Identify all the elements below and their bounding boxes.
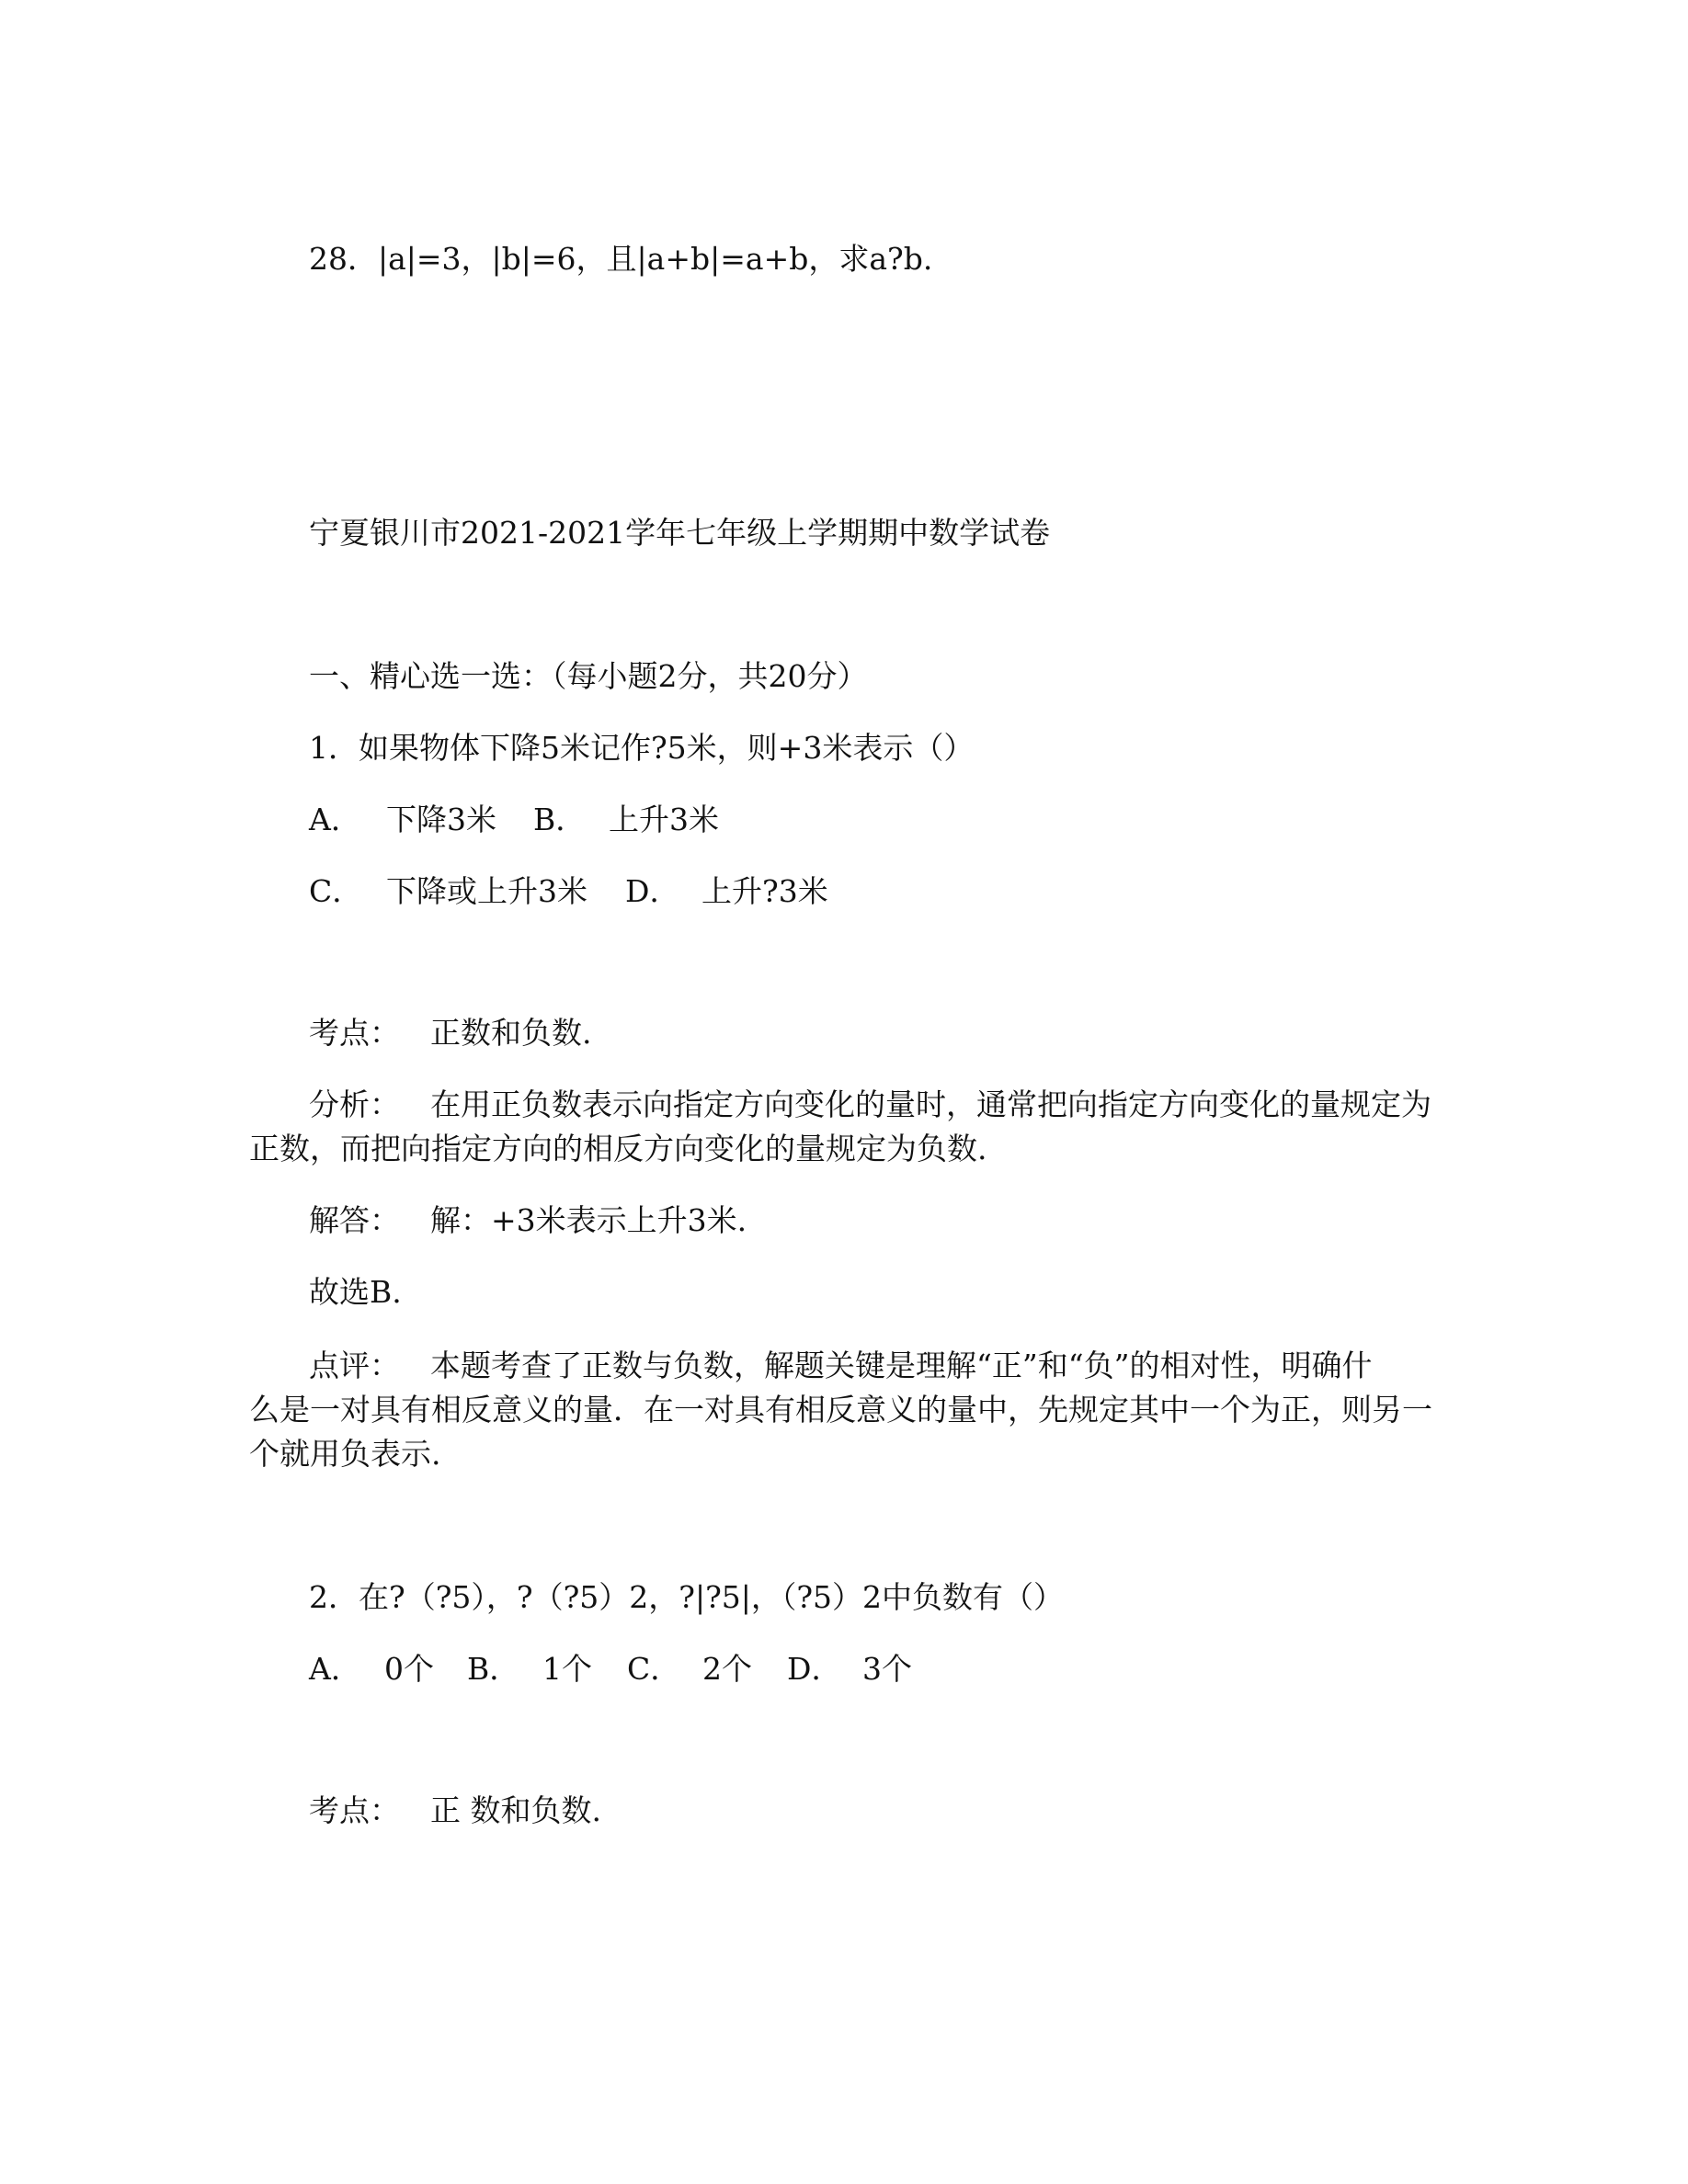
kaodian-text: 正数和负数.: [430, 1015, 592, 1051]
q1-dianping: [309, 1344, 1372, 1388]
option-c-label: C．: [309, 873, 363, 909]
q1-answer: 故选B.: [309, 1274, 402, 1310]
option-a-text: 0个: [384, 1651, 434, 1687]
q1-fenxi: [309, 1083, 1431, 1127]
section-heading: 一、精心选一选：（每小题2分，共20分）: [309, 658, 868, 694]
fenxi-label: 分析：: [309, 1086, 400, 1122]
fenxi-text: 在用正负数表示向指定方向变化的量时，通常把向指定方向变化的量规定为: [430, 1086, 1431, 1122]
option-b-text: 上升3米: [609, 802, 719, 837]
question-1-options-cd: [309, 870, 828, 914]
q2-kaodian: [309, 1789, 601, 1833]
option-d-label: D．: [625, 873, 680, 909]
kaodian-text: 正 数和负数.: [430, 1792, 601, 1828]
question-28: 28．|a|=3，|b|=6，且|a+b|=a+b，求a?b.: [309, 241, 933, 277]
dianping-text: 本题考查了正数与负数，解题关键是理解“正”和“负”的相对性，明确什: [430, 1348, 1373, 1383]
q1-fenxi-continued: 正数，而把向指定方向的相反方向变化的量规定为负数.: [249, 1131, 987, 1166]
jieda-label: 解答：: [309, 1202, 400, 1238]
kaodian-label: 考点：: [309, 1792, 400, 1828]
kaodian-label: 考点：: [309, 1015, 400, 1051]
option-a-text: 下降3米: [386, 802, 496, 837]
option-c-label: C．: [627, 1651, 681, 1687]
option-a-label: A．: [309, 1651, 361, 1687]
option-d-text: 上升?3米: [701, 873, 828, 909]
option-b-label: B．: [467, 1651, 520, 1687]
option-b-label: B．: [533, 802, 587, 837]
exam-title: 宁夏银川市2021-2021学年七年级上学期期中数学试卷: [309, 515, 1051, 551]
option-b-text: 1个: [542, 1651, 592, 1687]
option-d-label: D．: [787, 1651, 842, 1687]
q1-kaodian: [309, 1011, 592, 1055]
option-a-label: A．: [309, 802, 361, 837]
q1-jieda: [309, 1199, 747, 1243]
question-2-stem: 2．在?（?5），?（?5）2，?|?5|，（?5）2中负数有（）: [309, 1579, 1065, 1615]
question-2-options: [309, 1647, 912, 1691]
question-1-stem: 1．如果物体下降5米记作?5米，则+3米表示（）: [309, 730, 975, 766]
option-c-text: 下降或上升3米: [386, 873, 587, 909]
option-d-text: 3个: [862, 1651, 912, 1687]
dianping-label: 点评：: [309, 1348, 400, 1383]
jieda-text: 解：+3米表示上升3米.: [430, 1202, 747, 1238]
q1-dianping-continued-2: 个就用负表示.: [249, 1436, 441, 1472]
q1-dianping-continued-1: 么是一对具有相反意义的量．在一对具有相反意义的量中，先规定其中一个为正，则另一: [249, 1392, 1432, 1428]
question-1-options-ab: [309, 798, 719, 842]
option-c-text: 2个: [702, 1651, 752, 1687]
